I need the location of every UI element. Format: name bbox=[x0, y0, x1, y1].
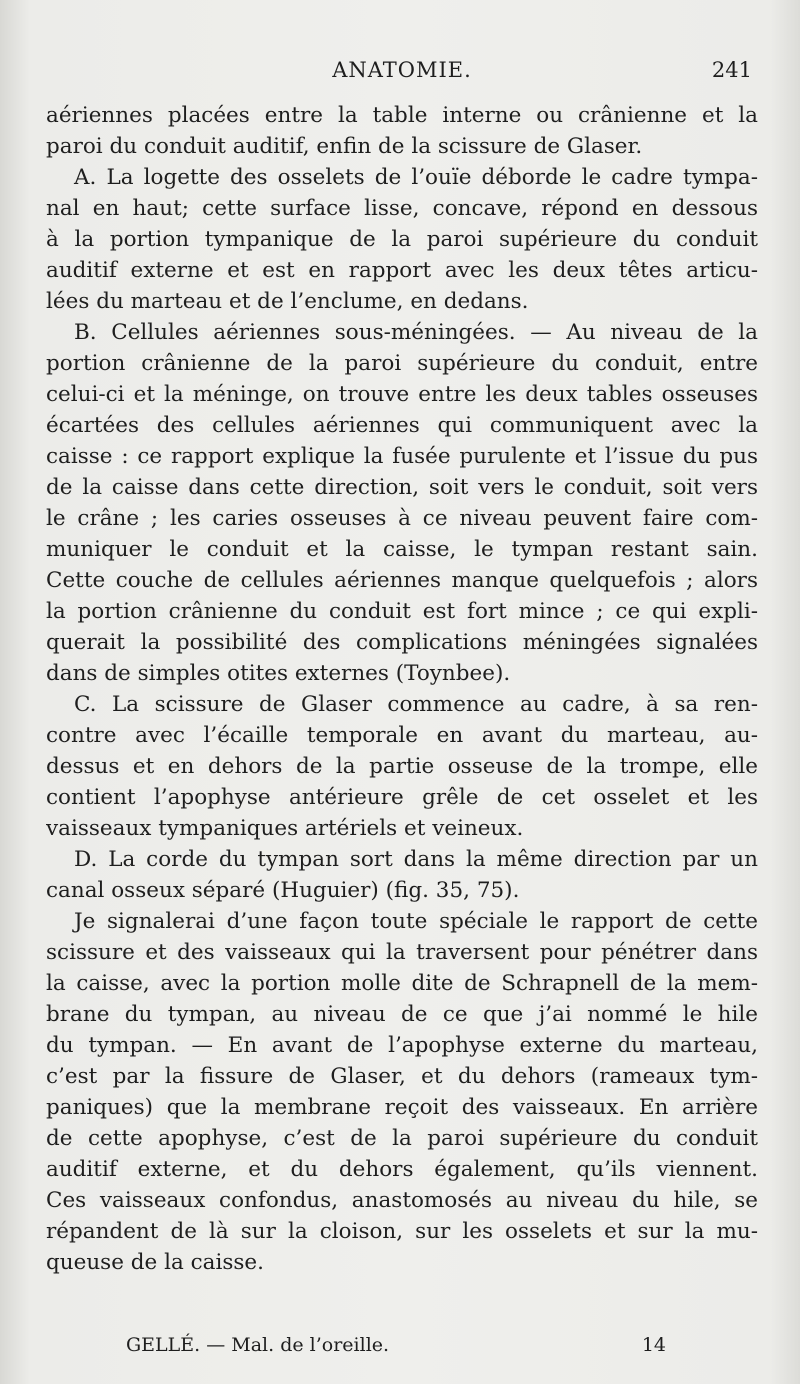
text-line: brane du tympan, au niveau de ce que j’ai nommé le hile bbox=[46, 1002, 758, 1027]
text-line: répandent de là sur la cloison, sur les osselets et sur la mu- bbox=[46, 1219, 758, 1244]
text-line: contre avec l’écaille temporale en avant du marteau, au- bbox=[46, 723, 758, 748]
page-header bbox=[46, 58, 758, 88]
text-line: de la caisse dans cette direction, soit vers le conduit, soit vers bbox=[46, 475, 758, 500]
text-line: querait la possibilité des complications méningées signalées bbox=[46, 630, 758, 655]
text-line: auditif externe et est en rapport avec les deux têtes articu- bbox=[46, 258, 758, 283]
footer-signature: GELLÉ. — Mal. de l’oreille. bbox=[126, 1334, 390, 1356]
text-line: contient l’apophyse antérieure grêle de cet osselet et les bbox=[46, 785, 758, 810]
text-line: canal osseux séparé (Huguier) (fig. 35, 75). bbox=[46, 878, 520, 903]
text-line: dans de simples otites externes (Toynbee). bbox=[46, 661, 511, 686]
text-line: du tympan. — En avant de l’apophyse externe du marteau, bbox=[46, 1033, 758, 1058]
text-line: paroi du conduit auditif, enfin de la scissure de Glaser. bbox=[46, 134, 643, 159]
text-line: caisse : ce rapport explique la fusée purulente et l’issue du pus bbox=[46, 444, 758, 469]
text-line: queuse de la caisse. bbox=[46, 1250, 264, 1275]
text-line: Ces vaisseaux confondus, anastomosés au niveau du hile, se bbox=[46, 1188, 758, 1213]
page-number: 241 bbox=[711, 58, 752, 82]
text-line: de cette apophyse, c’est de la paroi supérieure du conduit bbox=[46, 1126, 758, 1151]
text-line: vaisseaux tympaniques artériels et veineux. bbox=[46, 816, 524, 841]
text-line: la caisse, avec la portion molle dite de Schrapnell de la mem- bbox=[46, 971, 758, 996]
body-text bbox=[46, 100, 758, 1278]
text-line: c’est par la fissure de Glaser, et du dehors (rameaux tym- bbox=[46, 1064, 758, 1089]
text-line: D. La corde du tympan sort dans la même direction par un bbox=[74, 847, 758, 872]
footer-signature-number: 14 bbox=[641, 1334, 666, 1356]
text-line: Je signalerai d’une façon toute spéciale le rapport de cette bbox=[74, 909, 758, 934]
text-line: à la portion tympanique de la paroi supérieure du conduit bbox=[46, 227, 758, 252]
text-line: aériennes placées entre la table interne ou crânienne et la bbox=[46, 103, 758, 128]
text-line: paniques) que la membrane reçoit des vaisseaux. En arrière bbox=[46, 1095, 758, 1120]
text-line: la portion crânienne du conduit est fort mince ; ce qui expli- bbox=[46, 599, 758, 624]
text-line: lées du marteau et de l’enclume, en dedans. bbox=[46, 289, 529, 314]
text-line: portion crânienne de la paroi supérieure du conduit, entre bbox=[46, 351, 758, 376]
text-line: celui-ci et la méninge, on trouve entre les deux tables osseuses bbox=[46, 382, 758, 407]
text-line: le crâne ; les caries osseuses à ce niveau peuvent faire com- bbox=[46, 506, 758, 531]
text-line: muniquer le conduit et la caisse, le tympan restant sain. bbox=[46, 537, 758, 562]
text-line: A. La logette des osselets de l’ouïe déborde le cadre tympa- bbox=[74, 165, 758, 190]
text-line: dessus et en dehors de la partie osseuse de la trompe, elle bbox=[46, 754, 758, 779]
text-line: C. La scissure de Glaser commence au cadre, à sa ren- bbox=[74, 692, 758, 717]
running-title: ANATOMIE. bbox=[332, 58, 472, 82]
text-line: B. Cellules aériennes sous-méningées. — Au niveau de la bbox=[74, 320, 758, 345]
text-line: auditif externe, et du dehors également, qu’ils viennent. bbox=[46, 1157, 758, 1182]
text-line: écartées des cellules aériennes qui communiquent avec la bbox=[46, 413, 758, 438]
text-line: scissure et des vaisseaux qui la traversent pour pénétrer dans bbox=[46, 940, 758, 965]
text-line: nal en haut; cette surface lisse, concave, répond en dessous bbox=[46, 196, 758, 221]
text-line: Cette couche de cellules aériennes manque quelquefois ; alors bbox=[46, 568, 758, 593]
page-footer bbox=[126, 1334, 666, 1364]
